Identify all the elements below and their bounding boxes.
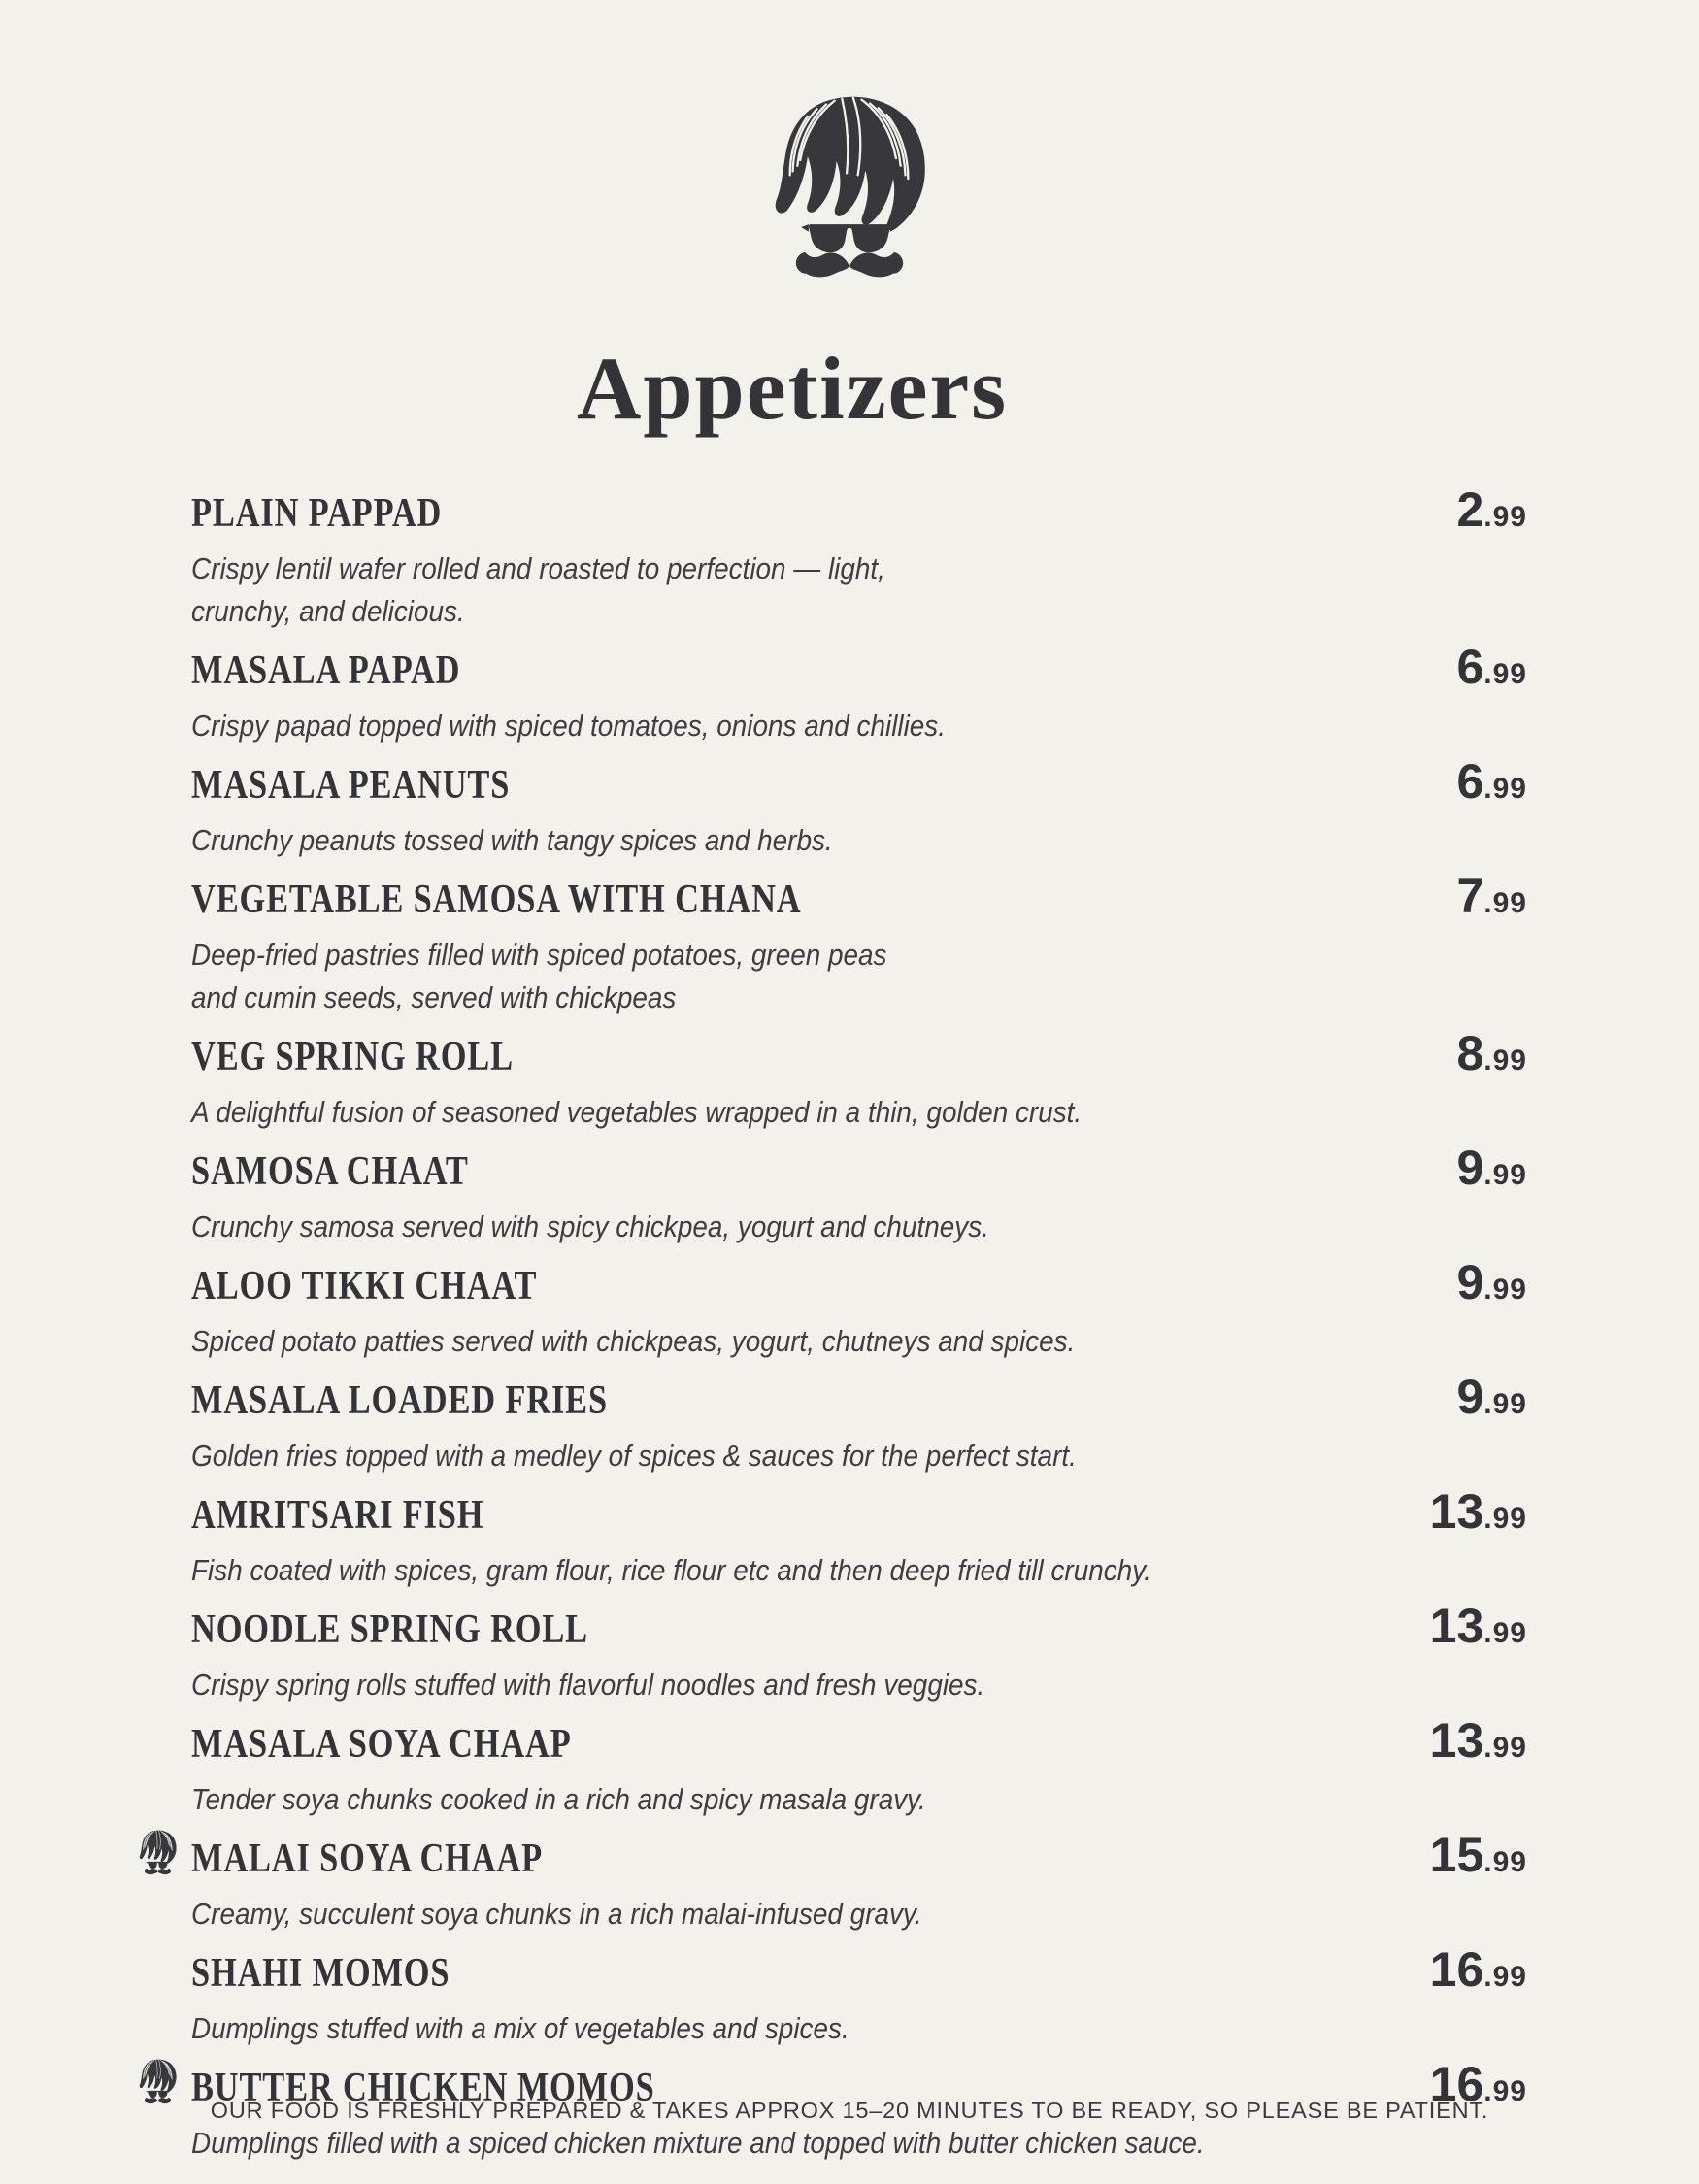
- menu-item: [191, 1484, 1527, 1592]
- item-price-cents: .99: [1483, 1388, 1527, 1420]
- menu-item: [191, 1026, 1527, 1134]
- menu-item-head: [191, 1942, 1527, 2006]
- item-price-whole: 13: [1429, 1484, 1484, 1539]
- item-price: [1429, 1828, 1527, 1892]
- item-description: [191, 1435, 1527, 1477]
- item-description-line: Crunchy peanuts tossed with tangy spices and herbs.: [191, 823, 833, 857]
- item-description: [191, 1091, 1527, 1134]
- item-name: MASALA SOYA CHAAP: [191, 1722, 572, 1767]
- menu-item-head: [191, 754, 1527, 818]
- item-description-line: Spiced potato patties served with chickpeas, yogurt, chutneys and spices.: [191, 1324, 1076, 1358]
- item-price-cents: .99: [1483, 1617, 1527, 1649]
- item-description: [191, 934, 1527, 1019]
- item-price-cents: .99: [1483, 1274, 1527, 1306]
- item-price-cents: .99: [1483, 1732, 1527, 1764]
- item-price: [1429, 1599, 1527, 1663]
- item-price: [1456, 640, 1527, 704]
- item-price-whole: 15: [1429, 1828, 1484, 1882]
- menu-item: [191, 640, 1527, 747]
- item-price-cents: .99: [1483, 1159, 1527, 1191]
- item-price: [1456, 869, 1527, 933]
- item-description: [191, 1778, 1527, 1821]
- page-title: Appetizers: [576, 339, 1009, 438]
- item-price: [1456, 482, 1527, 546]
- item-description: [191, 819, 1527, 862]
- item-price: [1456, 1026, 1527, 1090]
- menu-item-head: [191, 1143, 1527, 1205]
- item-price-cents: .99: [1483, 658, 1527, 690]
- item-description: [191, 2007, 1527, 2050]
- item-description: [191, 705, 1527, 747]
- item-name: MASALA LOADED FRIES: [191, 1378, 608, 1423]
- menu-item: [191, 1713, 1527, 1821]
- menu-item: [191, 1599, 1527, 1706]
- item-description-line: crunchy, and delicious.: [191, 594, 465, 628]
- item-price-cents: .99: [1483, 501, 1527, 533]
- item-description-line: and cumin seeds, served with chickpeas: [191, 980, 677, 1014]
- item-name: SHAHI MOMOS: [191, 1951, 450, 1996]
- item-price-cents: .99: [1483, 1503, 1527, 1535]
- item-price: [1456, 754, 1527, 818]
- item-price-whole: 9: [1456, 1370, 1484, 1424]
- item-description-line: Tender soya chunks cooked in a rich and spicy masala gravy.: [191, 1782, 926, 1816]
- turban-face-icon: [756, 93, 943, 293]
- item-description-line: Crispy papad topped with spiced tomatoes, onions and chillies.: [191, 709, 947, 743]
- item-price-cents: .99: [1483, 887, 1527, 919]
- menu-item-head: [191, 1599, 1527, 1663]
- item-description: [191, 1206, 1527, 1248]
- item-price: [1429, 1484, 1527, 1548]
- item-price: [1456, 1255, 1527, 1319]
- item-price-whole: 8: [1456, 1026, 1484, 1080]
- item-price-cents: .99: [1483, 773, 1527, 805]
- item-description: [191, 2122, 1527, 2165]
- item-price-whole: 16: [1429, 2057, 1484, 2111]
- item-price-whole: 9: [1456, 1255, 1484, 1309]
- item-price-whole: 16: [1429, 1942, 1484, 1997]
- footer-note: OUR FOOD IS FRESHLY PREPARED & TAKES APPROX 15–20 MINUTES TO BE READY, SO PLEASE BE PATIENT.: [210, 2098, 1489, 2123]
- item-name: SAMOSA CHAAT: [191, 1149, 469, 1194]
- menu-item-head: [191, 1713, 1527, 1777]
- item-description: [191, 547, 1527, 633]
- item-price: [1456, 1143, 1527, 1205]
- item-name: ALOO TIKKI CHAAT: [191, 1264, 538, 1308]
- menu-item: [191, 1370, 1527, 1477]
- item-price-whole: 13: [1429, 1599, 1484, 1653]
- item-price-whole: 13: [1429, 1713, 1484, 1768]
- item-name: MALAI SOYA CHAAP: [191, 1837, 544, 1881]
- menu-item-head: [191, 482, 1527, 546]
- item-name: NOODLE SPRING ROLL: [191, 1607, 588, 1652]
- item-name: VEG SPRING ROLL: [191, 1035, 514, 1079]
- menu-item: [191, 482, 1527, 633]
- menu-item-head: [191, 1370, 1527, 1434]
- menu-item: [191, 1143, 1527, 1248]
- item-name: MASALA PEANUTS: [191, 763, 511, 808]
- item-price: [1456, 1370, 1527, 1434]
- item-price-whole: 9: [1456, 1141, 1484, 1195]
- menu-item-head: [191, 1484, 1527, 1548]
- item-price-cents: .99: [1483, 2075, 1527, 2107]
- menu-item: [191, 1942, 1527, 2050]
- menu-item-head: [191, 640, 1527, 704]
- item-name: PLAIN PAPPAD: [191, 491, 443, 536]
- menu-list: [191, 482, 1527, 2165]
- item-description: [191, 1320, 1527, 1363]
- menu-item-head: [191, 1255, 1527, 1319]
- turban-signature-icon: [135, 1829, 181, 1879]
- item-price-whole: 7: [1456, 869, 1484, 923]
- item-description-line: Dumplings filled with a spiced chicken mixture and topped with butter chicken sauce.: [191, 2126, 1205, 2160]
- menu-item: [191, 1828, 1527, 1936]
- item-description: [191, 1549, 1527, 1592]
- item-description-line: Golden fries topped with a medley of spices & sauces for the perfect start.: [191, 1439, 1077, 1473]
- menu-item-head: [191, 1828, 1527, 1892]
- item-price-cents: .99: [1483, 1961, 1527, 1993]
- item-name: AMRITSARI FISH: [191, 1493, 484, 1538]
- menu-item: [191, 754, 1527, 862]
- item-name: MASALA PAPAD: [191, 648, 461, 693]
- item-description-line: A delightful fusion of seasoned vegetables wrapped in a thin, golden crust.: [191, 1095, 1083, 1129]
- item-price: [1429, 1942, 1527, 2006]
- menu-item-head: [191, 869, 1527, 933]
- item-description-line: Deep-fried pastries filled with spiced potatoes, green peas: [191, 938, 887, 972]
- item-price-cents: .99: [1483, 1846, 1527, 1878]
- menu-item: [191, 1255, 1527, 1363]
- item-description-line: Dumplings stuffed with a mix of vegetables and spices.: [191, 2011, 850, 2045]
- item-price-whole: 2: [1456, 482, 1484, 537]
- item-price-whole: 6: [1456, 640, 1484, 694]
- menu-item: [191, 869, 1527, 1019]
- item-description-line: Creamy, succulent soya chunks in a rich malai-infused gravy.: [191, 1897, 922, 1931]
- item-description-line: Crispy spring rolls stuffed with flavorful noodles and fresh veggies.: [191, 1668, 985, 1702]
- item-description: [191, 1664, 1527, 1706]
- item-description: [191, 1893, 1527, 1936]
- item-price: [1429, 1713, 1527, 1777]
- item-price-whole: 6: [1456, 754, 1484, 809]
- item-price-cents: .99: [1483, 1044, 1527, 1076]
- item-description-line: Crunchy samosa served with spicy chickpea, yogurt and chutneys.: [191, 1209, 989, 1243]
- item-name: BUTTER CHICKEN MOMOS: [191, 2066, 655, 2110]
- item-name: VEGETABLE SAMOSA WITH CHANA: [191, 877, 802, 922]
- item-description-line: Fish coated with spices, gram flour, rice flour etc and then deep fried till crunchy.: [191, 1553, 1151, 1587]
- menu-item-head: [191, 1026, 1527, 1090]
- item-description-line: Crispy lentil wafer rolled and roasted to perfection — light,: [191, 551, 885, 585]
